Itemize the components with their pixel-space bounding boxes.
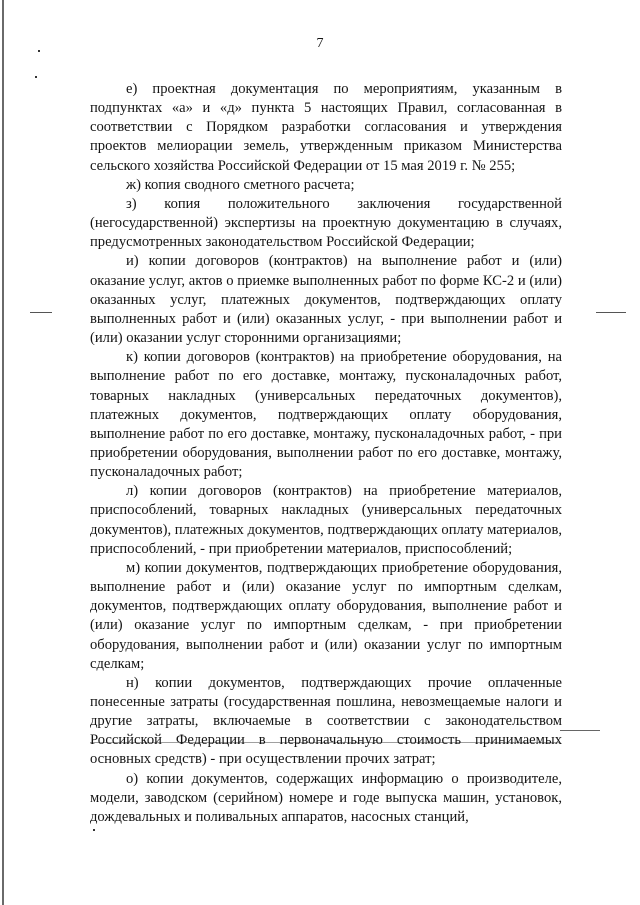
paragraph-e: е) проектная документация по мероприятиям, указанным в подпунктах «а» и «д» пункта 5 настоящих Правил, согласованная в соответствии с Порядком разработки согласования и утверждения проектов мелиорации земель, утвержденным приказом Министерства сельского хозяйства Российской Федерации от 15 мая 2019 г. № 255; xyxy=(90,81,562,174)
paragraph-n: н) копии документов, подтверждающих прочие оплаченные понесенные затраты (государственная пошлина, невозмещаемые налоги и другие затраты, включаемые в соответствии с законодательством Российской Федерации в первоначальную стоимость принимаемых основных средств) - при осуществлении прочих затрат; xyxy=(90,674,562,768)
scan-dash-mark xyxy=(596,312,626,313)
paragraph-l: л) копии договоров (контрактов) на приобретение материалов, приспособлений, товарных накладных (универсальных передаточных документов), платежных документов, подтверждающих оплату материалов, приспособлений, - при приобретении материалов, приспособлений; xyxy=(90,483,562,557)
page-number: 7 xyxy=(316,36,324,51)
document-body xyxy=(90,80,562,827)
scan-speck xyxy=(35,76,37,78)
scan-dash-mark xyxy=(560,730,600,731)
paragraph-k: к) копии договоров (контрактов) на приобретение оборудования, на выполнение работ по его доставке, монтажу, пусконаладочных работ, товарных накладных (универсальных передаточных документов), платежных документов, подтверждающих оплату оборудования, выполнение работ по его доставке, монтажу, пусконаладочных работ, - при приобретении оборудования, выполнении работ по его доставке, монтажу, пусконаладочных работ; xyxy=(90,349,562,481)
paragraph-zh: ж) копия сводного сметного расчета; xyxy=(126,176,355,193)
paragraph-i: и) копии договоров (контрактов) на выполнение работ и (или) оказание услуг, актов о приемке выполненных работ по форме КС-2 и (или) оказанных услуг, платежных документов, подтверждающих оплату выполненных работ и (или) оказанных услуг, - при выполнении работ и (или) оказании услуг сторонними организациями; xyxy=(90,253,562,347)
paragraph-z: з) копия положительного заключения государственной (негосударственной) экспертизы на проектную документацию в случаях, предусмотренных законодательством Российской Федерации; xyxy=(90,195,562,251)
paragraph-m: м) копии документов, подтверждающих приобретение оборудования, выполнение работ и (или) оказание услуг по импортным сделкам, документов, подтверждающих оплату оборудования, выполнение работ и (или) оказание услуг по импортным сделкам, - при приобретении оборудования, выполнении работ и (или) оказании услуг по импортным сделкам; xyxy=(90,559,562,672)
scan-speck xyxy=(93,829,95,831)
paragraph-o: о) копии документов, содержащих информацию о производителе, модели, заводском (серийном) номере и годе выпуска машин, установок, дождевальных и поливальных аппаратов, насосных станций, xyxy=(90,770,562,825)
scan-dash-mark xyxy=(30,312,52,313)
scan-edge-mark xyxy=(2,0,4,905)
